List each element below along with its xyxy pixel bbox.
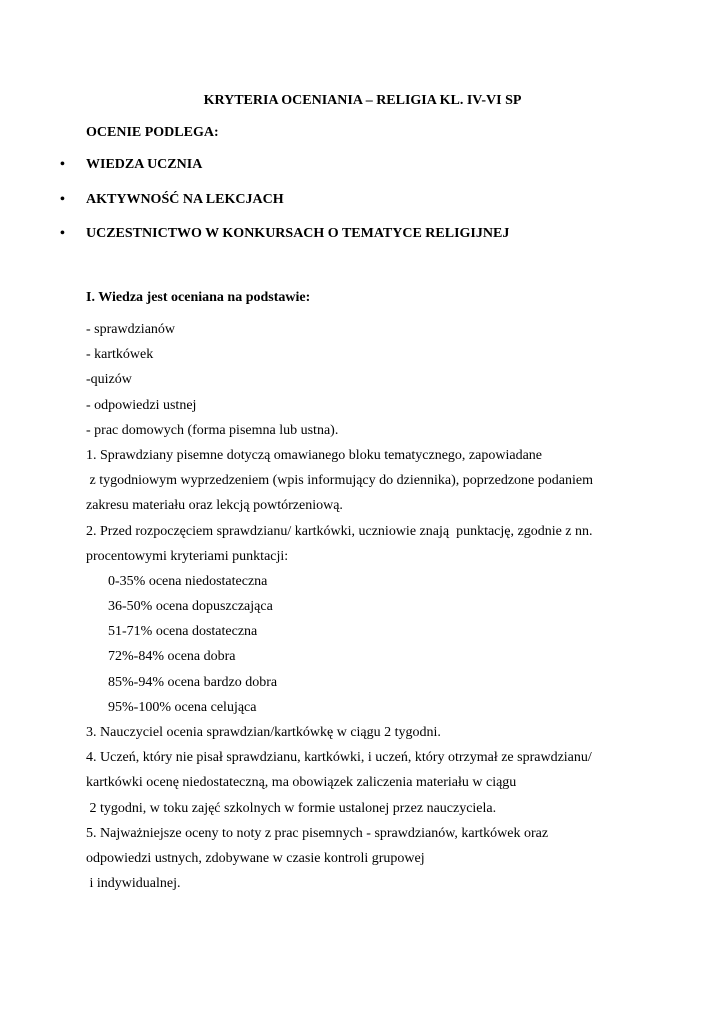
text-line: 3. Nauczyciel ocenia sprawdzian/kartkówkę w ciągu 2 tygodni. bbox=[86, 725, 441, 740]
text-line: kartkówki ocenę niedostateczną, ma obowiązek zaliczenia materiału w ciągu bbox=[86, 775, 517, 791]
bullet-icon: • bbox=[60, 226, 65, 241]
text-line: - odpowiedzi ustnej bbox=[86, 397, 197, 413]
list-item bbox=[60, 192, 509, 227]
bullet-text: AKTYWNOŚĆ NA LEKCJACH bbox=[86, 191, 284, 207]
text-line: zakresu materiału oraz lekcją powtórzeniową. bbox=[86, 498, 343, 514]
text-line: 2 tygodni, w toku zajęć szkolnych w formie ustalonej przez nauczyciela. bbox=[86, 800, 497, 816]
grade-line: 85%-94% ocena bardzo dobra bbox=[108, 674, 278, 690]
text-line: - prac domowych (forma pisemna lub ustna). bbox=[86, 422, 339, 438]
assessment-bullet-list bbox=[60, 157, 509, 261]
section-body bbox=[86, 321, 646, 900]
grade-line: 0-35% ocena niedostateczna bbox=[108, 573, 268, 589]
text-line: i indywidualnej. bbox=[86, 876, 181, 892]
text-line: odpowiedzi ustnych, zdobywane w czasie kontroli grupowej bbox=[86, 850, 425, 866]
list-item bbox=[60, 226, 509, 261]
bullet-text: WIEDZA UCZNIA bbox=[86, 157, 203, 172]
text-line: 5. Najważniejsze oceny to noty z prac pisemnych - sprawdzianów, kartkówek oraz bbox=[86, 825, 549, 841]
text-line: -quizów bbox=[86, 372, 132, 388]
grade-line: 95%-100% ocena celująca bbox=[108, 699, 257, 715]
bullet-text: UCZESTNICTWO W KONKURSACH O TEMATYCE RELIGIJNEJ bbox=[86, 226, 510, 241]
grade-line: 72%-84% ocena dobra bbox=[108, 649, 236, 665]
text-line: 2. Przed rozpoczęciem sprawdzianu/ kartkówki, uczniowie znają punktację, zgodnie z nn. bbox=[86, 523, 593, 539]
text-line: - sprawdzianów bbox=[86, 322, 176, 337]
text-line: z tygodniowym wyprzedzeniem (wpis informujący do dziennika), poprzedzone podaniem bbox=[86, 473, 593, 489]
assessment-header: OCENIE PODLEGA: bbox=[86, 125, 219, 140]
text-line: - kartkówek bbox=[86, 347, 154, 363]
list-item bbox=[60, 157, 509, 192]
text-line: 1. Sprawdziany pisemne dotyczą omawianego bloku tematycznego, zapowiadane bbox=[86, 447, 543, 463]
grade-line: 36-50% ocena dopuszczająca bbox=[108, 599, 273, 615]
text-line: procentowymi kryteriami punktacji: bbox=[86, 548, 289, 564]
grade-line: 51-71% ocena dostateczna bbox=[108, 624, 258, 640]
bullet-icon: • bbox=[60, 191, 65, 207]
section-heading: I. Wiedza jest oceniana na podstawie: bbox=[86, 290, 311, 305]
text-line: 4. Uczeń, który nie pisał sprawdzianu, kartkówki, i uczeń, który otrzymał ze sprawdzianu/ bbox=[86, 750, 592, 766]
bullet-icon: • bbox=[60, 157, 65, 172]
document-title: KRYTERIA OCENIANIA – RELIGIA KL. IV-VI SP bbox=[203, 93, 522, 108]
